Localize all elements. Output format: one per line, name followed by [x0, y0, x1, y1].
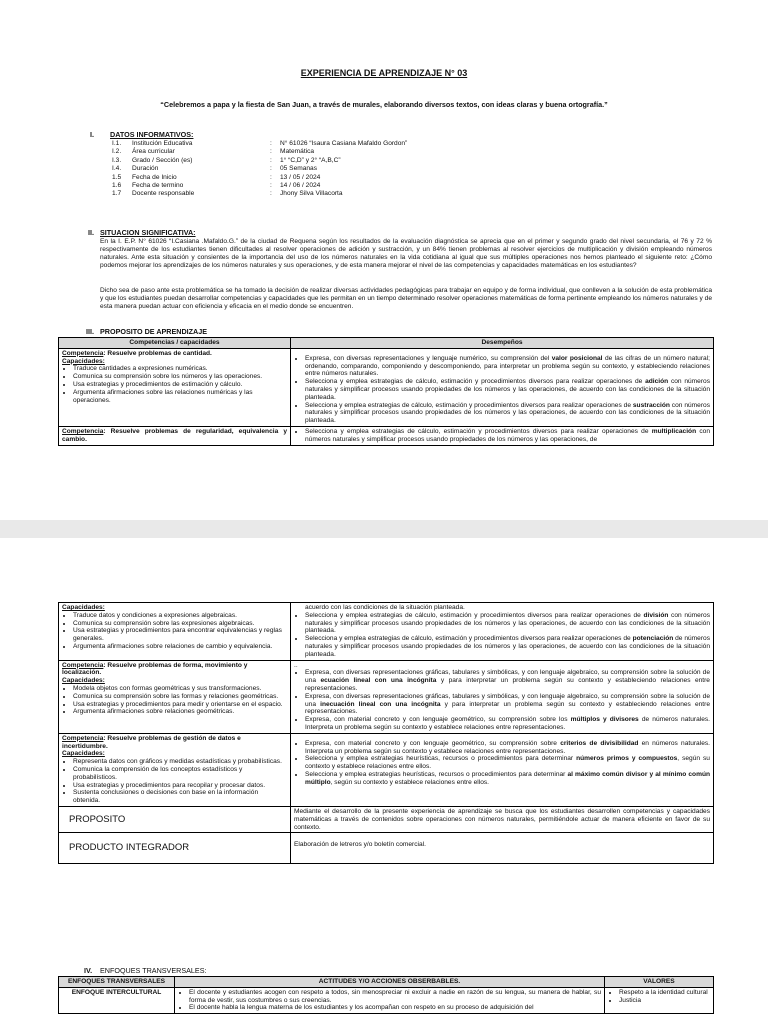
table-row: Competencia: Resuelve problemas de gestión de datos e incertidumbre. Capacidades: • Representa datos con gráficos y medidas estadísticas y probabilísticas. • Comunica la comprensión de los conceptos estadísticos y probabilísticos. • Usa estrategias y procedimientos para recopilar y procesar datos. • Sustenta conclusiones o decisiones con base en la información obtenida. • Expresa, con material concreto y con lenguaje geométrico, su comprensión sobre criterios de divisibilidad en números naturales. Interpreta un problema según su contexto y establece relaciones entre representaciones. • Selecciona y emplea estrategias heurísticas, recursos o procedimientos para determinar números primos y compuestos, según su contexto y establece relaciones entre ellos. • Selecciona y emplea estrategias heurísticas, recursos o procedimientos para determinar al máximo común divisor y al mínimo común múltiplo, según su contexto y establece relaciones entre ellos. [59, 733, 714, 806]
list-item: • El docente habla la lengua materna de los estudiantes y los acompañan con respeto en su proceso de adquisición del [189, 1004, 601, 1012]
list-item: • Selecciona y emplea estrategias de cálculo, estimación y procedimientos diversos para realizar operaciones de sustracción con números naturales y simplificar procesos usando propiedades de los números y las operaciones, de acuerdo con las condiciones de la situación planteada. [305, 402, 710, 425]
table-row: Capacidades: • Traduce datos y condiciones a expresiones algebraicas. • Comunica su comprensión sobre las expresiones algebraicas. • Usa estrategias y procedimientos para encontrar equivalencias y reglas generales. • Argumenta afirmaciones sobre relaciones de cambio y equivalencia. acuerdo con las condiciones de la situación planteada. • Selecciona y emplea estrategias de cálculo, estimación y procedimientos diversos para realizar operaciones de división con números naturales y simplificar procesos usando propiedades de los números y las operaciones, de acuerdo con las condiciones de la situación planteada. • Selecciona y emplea estrategias de cálculo, estimación y procedimientos diversos para realizar operaciones de potenciación de números naturales y simplificar procesos usando propiedades de los números y las operaciones, de acuerdo con las condiciones de la situación planteada. [59, 603, 714, 661]
list-item: • Argumenta afirmaciones sobre las relaciones numéricas y las operaciones. [73, 389, 287, 405]
list-item: • Modela objetos con formas geométricas y sus transformaciones. [73, 685, 287, 693]
list-item: • Comunica la comprensión de los conceptos estadísticos y probabilísticos. [73, 766, 287, 782]
section-3-heading: III. PROPOSITO DE APRENDIZAJE [86, 327, 208, 336]
header-valores: VALORES [605, 977, 714, 988]
list-item: • Selecciona y emplea estrategias de cálculo, estimación y procedimientos diversos para realizar operaciones de división con números naturales y simplificar procesos usando propiedades de los números y las operaciones, de acuerdo con las condiciones de la situación planteada. [305, 612, 710, 635]
section-4-heading: IV. ENFOQUES TRANSVERSALES: [84, 966, 207, 975]
list-item: • El docente y estudiantes acogen con respeto a todos, sin menospreciar ni excluir a nadie en razón de su lengua, su manera de hablar, su forma de vestir, sus costumbres o sus creencias. [189, 989, 601, 1005]
list-item: • Comunica su comprensión sobre las formas y relaciones geométricas. [73, 693, 287, 701]
list-item: • Traduce cantidades a expresiones numéricas. [73, 365, 287, 373]
list-item: • Expresa, con diversas representaciones gráficas, tabulares y simbólicas, y con lenguaje algebraico, su comprensión sobre la solución de una ecuación lineal con una incógnita y para interpretar un problema según su contexto y estableciendo relaciones entre representaciones. [305, 669, 710, 692]
producto-label: PRODUCTO INTEGRADOR [59, 833, 291, 864]
info-row: I.4. Duración : 05 Semanas [112, 165, 318, 173]
header-desempenos: Desempeños [291, 338, 714, 349]
header-competencias: Competencias / capacidades [59, 338, 291, 349]
list-item: • Expresa, con material concreto y con lenguaje geométrico, su comprensión sobre criterios de divisibilidad en números naturales. Interpreta un problema según su contexto y establece relaciones entre representaciones. [305, 740, 710, 756]
list-item: • Expresa, con diversas representaciones gráficas, tabulares y simbólicas, y con lenguaje algebraico, su comprensión sobre la solución de una inecuación lineal con una incógnita y para interpretar un problema según su contexto y estableciendo relaciones entre representaciones. [305, 693, 710, 716]
list-item: • Usa estrategias y procedimientos para medir y orientarse en el espacio. [73, 701, 287, 709]
info-row: 1.5 Fecha de Inicio : 13 / 05 / 2024 [112, 173, 321, 181]
table-row [59, 833, 714, 864]
list-item: • Sustenta conclusiones o decisiones con base en la información obtenida. [73, 789, 287, 805]
section-1-heading: I. DATOS INFORMATIVOS: [90, 130, 194, 139]
list-item: • Usa estrategias y procedimientos de estimación y cálculo. [73, 381, 287, 389]
situacion-paragraph-1: En la I. E.P. N° 61026 “I.Casiana .Mafaldo.G.” de la ciudad de Requena según los resultados de la evaluación diagnóstica se aprecia que en el primer y segundo grado del nivel secundaria, el 76 y 72 % respectivamente de los estudiantes tienen dificultades al resolver operaciones de adición y sustracción, y un 84% tienen problemas al resolver ejercicios de multiplicación y división empleando números naturales. Ante esta situación y consientes de la importancia del uso de los números naturales en la vida cotidiana al igual que sus múltiples operaciones nos hemos planteado el siguiente reto: ¿Cómo podemos mejorar los aprendizajes de los números naturales y sus operaciones, y de esta manera mejorar el nivel de las competencias y capacidades matemáticas en los estudiantes? [100, 238, 712, 269]
proposito-table-2 [58, 602, 714, 864]
proposito-label: PROPOSITO [59, 806, 291, 832]
info-row: I.2. Área curricular : Matemática [112, 148, 315, 156]
info-row: I.1. Institución Educativa : N° 61026 “Isaura Casiana Mafaldo Gordon” [112, 140, 408, 147]
list-item: • Comunica su comprensión sobre las expresiones algebraicas. [73, 620, 287, 628]
list-item: • Usa estrategias y procedimientos para encontrar equivalencias y reglas generales. [73, 627, 287, 643]
list-item: • Selecciona y emplea estrategias de cálculo, estimación y procedimientos diversos para realizar operaciones de potenciación de números naturales y simplificar procesos usando propiedades de los números y las operaciones, de acuerdo con las condiciones de la situación planteada. [305, 635, 710, 658]
list-item: • Respeto a la identidad cultural [619, 989, 710, 997]
table-row: Competencia: Resuelve problemas de cantidad. Capacidades: • Traduce cantidades a expresiones numéricas. • Comunica su comprensión sobre los números y las operaciones. • Usa estrategias y procedimientos de estimación y cálculo. • Argumenta afirmaciones sobre las relaciones numéricas y las operaciones. • Expresa, con diversas representaciones y lenguaje numérico, su comprensión del valor posicional de las cifras de un número natural; ordenando, comparando, componiendo y descomponiendo, para interpretar un problema según su contexto, y estableciendo relaciones entre números naturales. • Selecciona y emplea estrategias de cálculo, estimación y procedimientos diversos para realizar operaciones de adición con números naturales y simplificar procesos usando propiedades de los números y las operaciones, de acuerdo con las condiciones de la situación planteada. • Selecciona y emplea estrategias de cálculo, estimación y procedimientos diversos para realizar operaciones de sustracción con números naturales y simplificar procesos usando propiedades de los números y las operaciones, de acuerdo con las condiciones de la situación planteada. [59, 348, 714, 426]
list-item: • Comunica su comprensión sobre los números y las operaciones. [73, 373, 287, 381]
list-item: • Selecciona y emplea estrategias heurísticas, recursos o procedimientos para determinar números primos y compuestos, según su contexto y establece relaciones entre ellos. [305, 755, 710, 771]
table-row [59, 806, 714, 832]
proposito-table-1 [58, 337, 714, 446]
header-actitudes: ACTITUDES Y/O ACCIONES OBSERBABLES. [175, 977, 605, 988]
header-enfoques: ENFOQUES TRANSVERSALES [59, 977, 175, 988]
list-item: • Expresa, con diversas representaciones y lenguaje numérico, su comprensión del valor posicional de las cifras de un número natural; ordenando, comparando, componiendo y descomponiendo, para interpretar un problema según su contexto, y estableciendo relaciones entre números naturales. [305, 355, 710, 378]
list-item: • Selecciona y emplea estrategias de cálculo, estimación y procedimientos diversos para realizar operaciones de adición con números naturales y simplificar procesos usando propiedades de los números y las operaciones, de acuerdo con las condiciones de la situación planteada. [305, 378, 710, 401]
info-row: 1.7 Docente responsable : Jhony Silva Villacorta [112, 190, 343, 198]
enfoques-table [58, 976, 714, 1014]
table-row: Competencia: Resuelve problemas de forma, movimiento y localización. Capacidades: • Modela objetos con formas geométricas y sus transformaciones. • Comunica su comprensión sobre las formas y relaciones geométricas. • Usa estrategias y procedimientos para medir y orientarse en el espacio. • Argumenta afirmaciones sobre relaciones geométricas. .. • Expresa, con diversas representaciones gráficas, tabulares y simbólicas, y con lenguaje algebraico, su comprensión sobre la solución de una ecuación lineal con una incógnita y para interpretar un problema según su contexto y estableciendo relaciones entre representaciones. • Expresa, con diversas representaciones gráficas, tabulares y simbólicas, y con lenguaje algebraico, su comprensión sobre la solución de una inecuación lineal con una incógnita y para interpretar un problema según su contexto y estableciendo relaciones entre representaciones. • Expresa, con material concreto y con lenguaje geométrico, su comprensión sobre los múltiplos y divisores de números naturales. Interpreta un problema según su contexto y establece relaciones entre representaciones. [59, 660, 714, 733]
list-item: • Selecciona y emplea estrategias de cálculo, estimación y procedimientos diversos para realizar operaciones de multiplicación con números naturales y simplificar procesos usando propiedades de los números y las operaciones, de [305, 428, 710, 444]
list-item: • Traduce datos y condiciones a expresiones algebraicas. [73, 612, 287, 620]
info-row: I.3. Grado / Sección (es) : 1° “C,D” y 2° “A,B,C” [112, 156, 341, 164]
proposito-text: Mediante el desarrollo de la presente experiencia de aprendizaje se busca que los estudiantes desarrollen competencias y capacidades matemáticas a través de contenidos sobre operaciones con números naturales, permitiéndole actuar de manera eficiente en favor de su contexto. [291, 806, 714, 832]
list-item: • Selecciona y emplea estrategias heurísticas, recursos o procedimientos para determinar al máximo común divisor y al mínimo común múltiplo, según su contexto y establece relaciones entre ellos. [305, 771, 710, 787]
list-item: • Justicia [619, 997, 710, 1005]
datos-informativos [112, 140, 407, 199]
table-row: ENFOQUE INTERCULTURAL • El docente y estudiantes acogen con respeto a todos, sin menospreciar ni excluir a nadie en razón de su lengua, su manera de hablar, su forma de vestir, sus costumbres o sus creencias. • El docente habla la lengua materna de los estudiantes y los acompañan con respeto en su proceso de adquisición del • Respeto a la identidad cultural • Justicia [59, 987, 714, 1013]
list-item: • Argumenta afirmaciones sobre relaciones de cambio y equivalencia. [73, 643, 287, 651]
section-2-heading: II. SITUACION SIGNIFICATIVA: [88, 228, 196, 237]
list-item: • Argumenta afirmaciones sobre relaciones geométricas. [73, 708, 287, 716]
page-2 [0, 538, 768, 1024]
document-title: EXPERIENCIA DE APRENDIZAJE N° 03 [300, 68, 468, 78]
producto-text: Elaboración de letreros y/o boletín comercial. [291, 833, 714, 864]
list-item: • Expresa, con material concreto y con lenguaje geométrico, su comprensión sobre los múltiplos y divisores de números naturales. Interpreta un problema según su contexto y establece relaciones entre representaciones. [305, 716, 710, 732]
document-subtitle: “Celebremos a papa y la fiesta de San Juan, a través de murales, elaborando diversos textos, con ideas claras y buena ortografía.” [160, 100, 608, 109]
info-row: 1.6 Fecha de termino : 14 / 06 / 2024 [112, 182, 321, 190]
table-row: Competencia: Resuelve problemas de regularidad, equivalencia y cambio. • Selecciona y emplea estrategias de cálculo, estimación y procedimientos diversos para realizar operaciones de multiplicación con números naturales y simplificar procesos usando propiedades de los números y las operaciones, de [59, 426, 714, 445]
list-item: • Representa datos con gráficos y medidas estadísticas y probabilísticas. [73, 758, 287, 766]
situacion-paragraph-2: Dicho sea de paso ante esta problemática se ha tomado la decisión de realizar diversas actividades pedagógicas para trabajar en equipo y de forma individual, que conlleven a la solución de esta problemática y que los estudiantes puedan desarrollar competencias y capacidades que les permitan en un tiempo determinado resolver operaciones matemáticas de forma pertinente empleando los números naturales y de esta manera puedan actuar con eficiencia y eficacia en el medio donde se encuentren. [100, 287, 712, 310]
list-item: • Usa estrategias y procedimientos para recopilar y procesar datos. [73, 782, 287, 790]
